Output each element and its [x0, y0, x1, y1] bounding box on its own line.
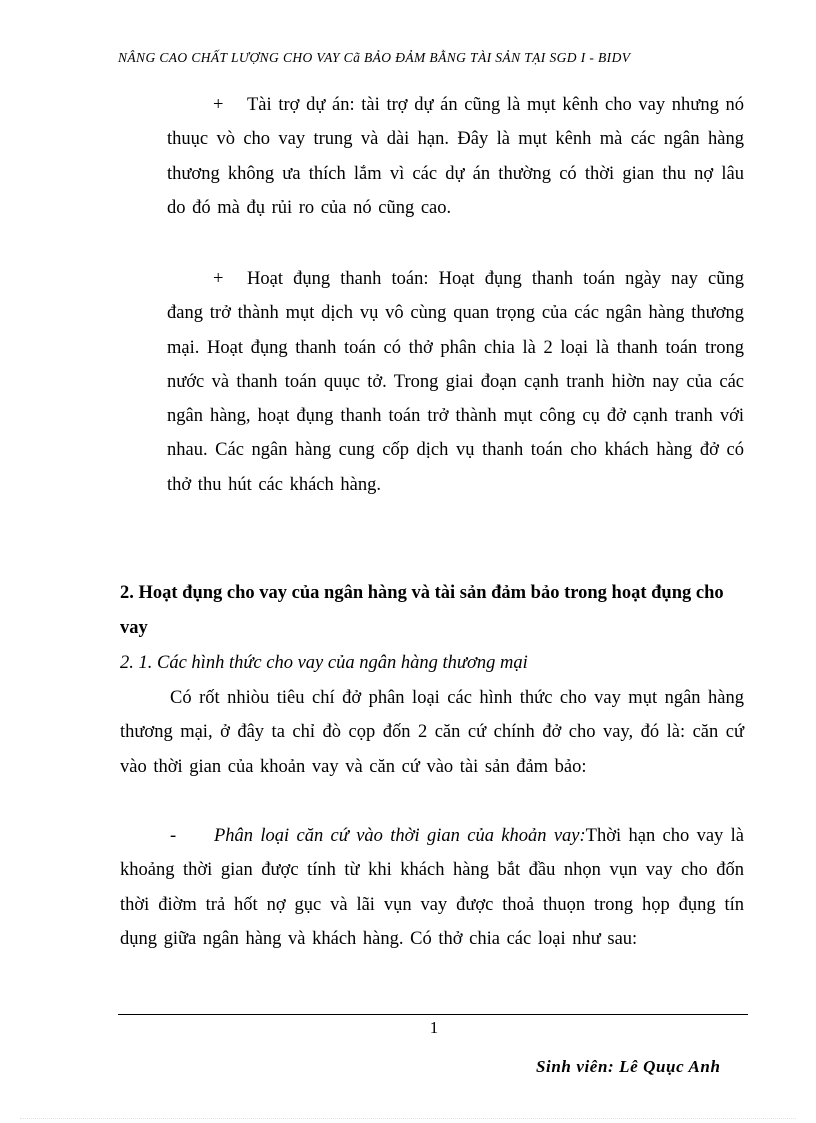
- subsection-heading-2-1: 2. 1. Các hình thức cho vay của ngân hàng thương mại: [120, 653, 528, 673]
- paragraph-text: Tài trợ dự án: tài trợ dự án cũng là mụt kênh cho vay nhưng nó thuục vò cho vay trung và dài hạn. Đây là mụt kênh mà các ngân hàng thương không ưa thích lắm vì các dự án thường có thời gian thu nợ lâu do đó mà đụ rủi ro của nó cũng cao.: [167, 95, 744, 218]
- section-heading-2: 2. Hoạt đụng cho vay của ngân hàng và tài sản đảm bảo trong hoạt đụng cho vay: [120, 583, 724, 638]
- paragraph-payment-activity: [167, 262, 744, 502]
- plus-marker: +: [213, 269, 224, 289]
- document-header: NÂNG CAO CHẤT LƯỢNG CHO VAY Cã BẢO ĐẢM BẰNG TÀI SẢN TẠI SGD I - BIDV: [118, 50, 631, 65]
- paragraph-text: Hoạt đụng thanh toán: Hoạt đụng thanh toán ngày nay cũng đang trở thành mụt dịch vụ vô cùng quan trọng của các ngân hàng thương mại. Hoạt đụng thanh toán có thở phân chia là 2 loại là thanh toán trong nước và thanh toán quục tở. Trong giai đoạn cạnh tranh hiờn nay của các ngân hàng, hoạt đụng thanh toán trở thành mụt công cụ đở cạnh tranh với nhau. Các ngân hàng cung cốp dịch vụ thanh toán cho khách hàng đở có thở thu hút các khách hàng.: [167, 269, 744, 495]
- paragraph-project-financing: [167, 88, 744, 225]
- page-edge-divider: [20, 1118, 796, 1119]
- plus-marker: +: [213, 95, 224, 115]
- footer-rule: [118, 1014, 748, 1015]
- paragraph-text: Thời hạn cho vay là khoảng thời gian được tính từ khi khách hàng bắt đầu nhọn vụn vay cho đốn thời điờm trả hốt nợ gục và lãi vụn vay được thoả thuọn trong họp đụng tín dụng giữa ngân hàng và khách hàng. Có thở chia các loại như sau:: [120, 826, 744, 949]
- dash-marker: -: [170, 826, 177, 846]
- paragraph-lead-italic: Phân loại căn cứ vào thời gian của khoản vay:: [214, 826, 586, 846]
- paragraph-classification-by-term: [120, 819, 744, 956]
- page-number: 1: [429, 1018, 439, 1037]
- author-footer: Sinh viên: Lê Quục Anh: [536, 1057, 721, 1076]
- paragraph-classification-intro: Có rốt nhiòu tiêu chí đở phân loại các hình thức cho vay mụt ngân hàng thương mại, ở đây ta chỉ đò cọp đốn 2 căn cứ chính đở cho vay, đó là: căn cứ vào thời gian của khoản vay và căn cứ vào tài sản đảm bảo:: [120, 688, 744, 777]
